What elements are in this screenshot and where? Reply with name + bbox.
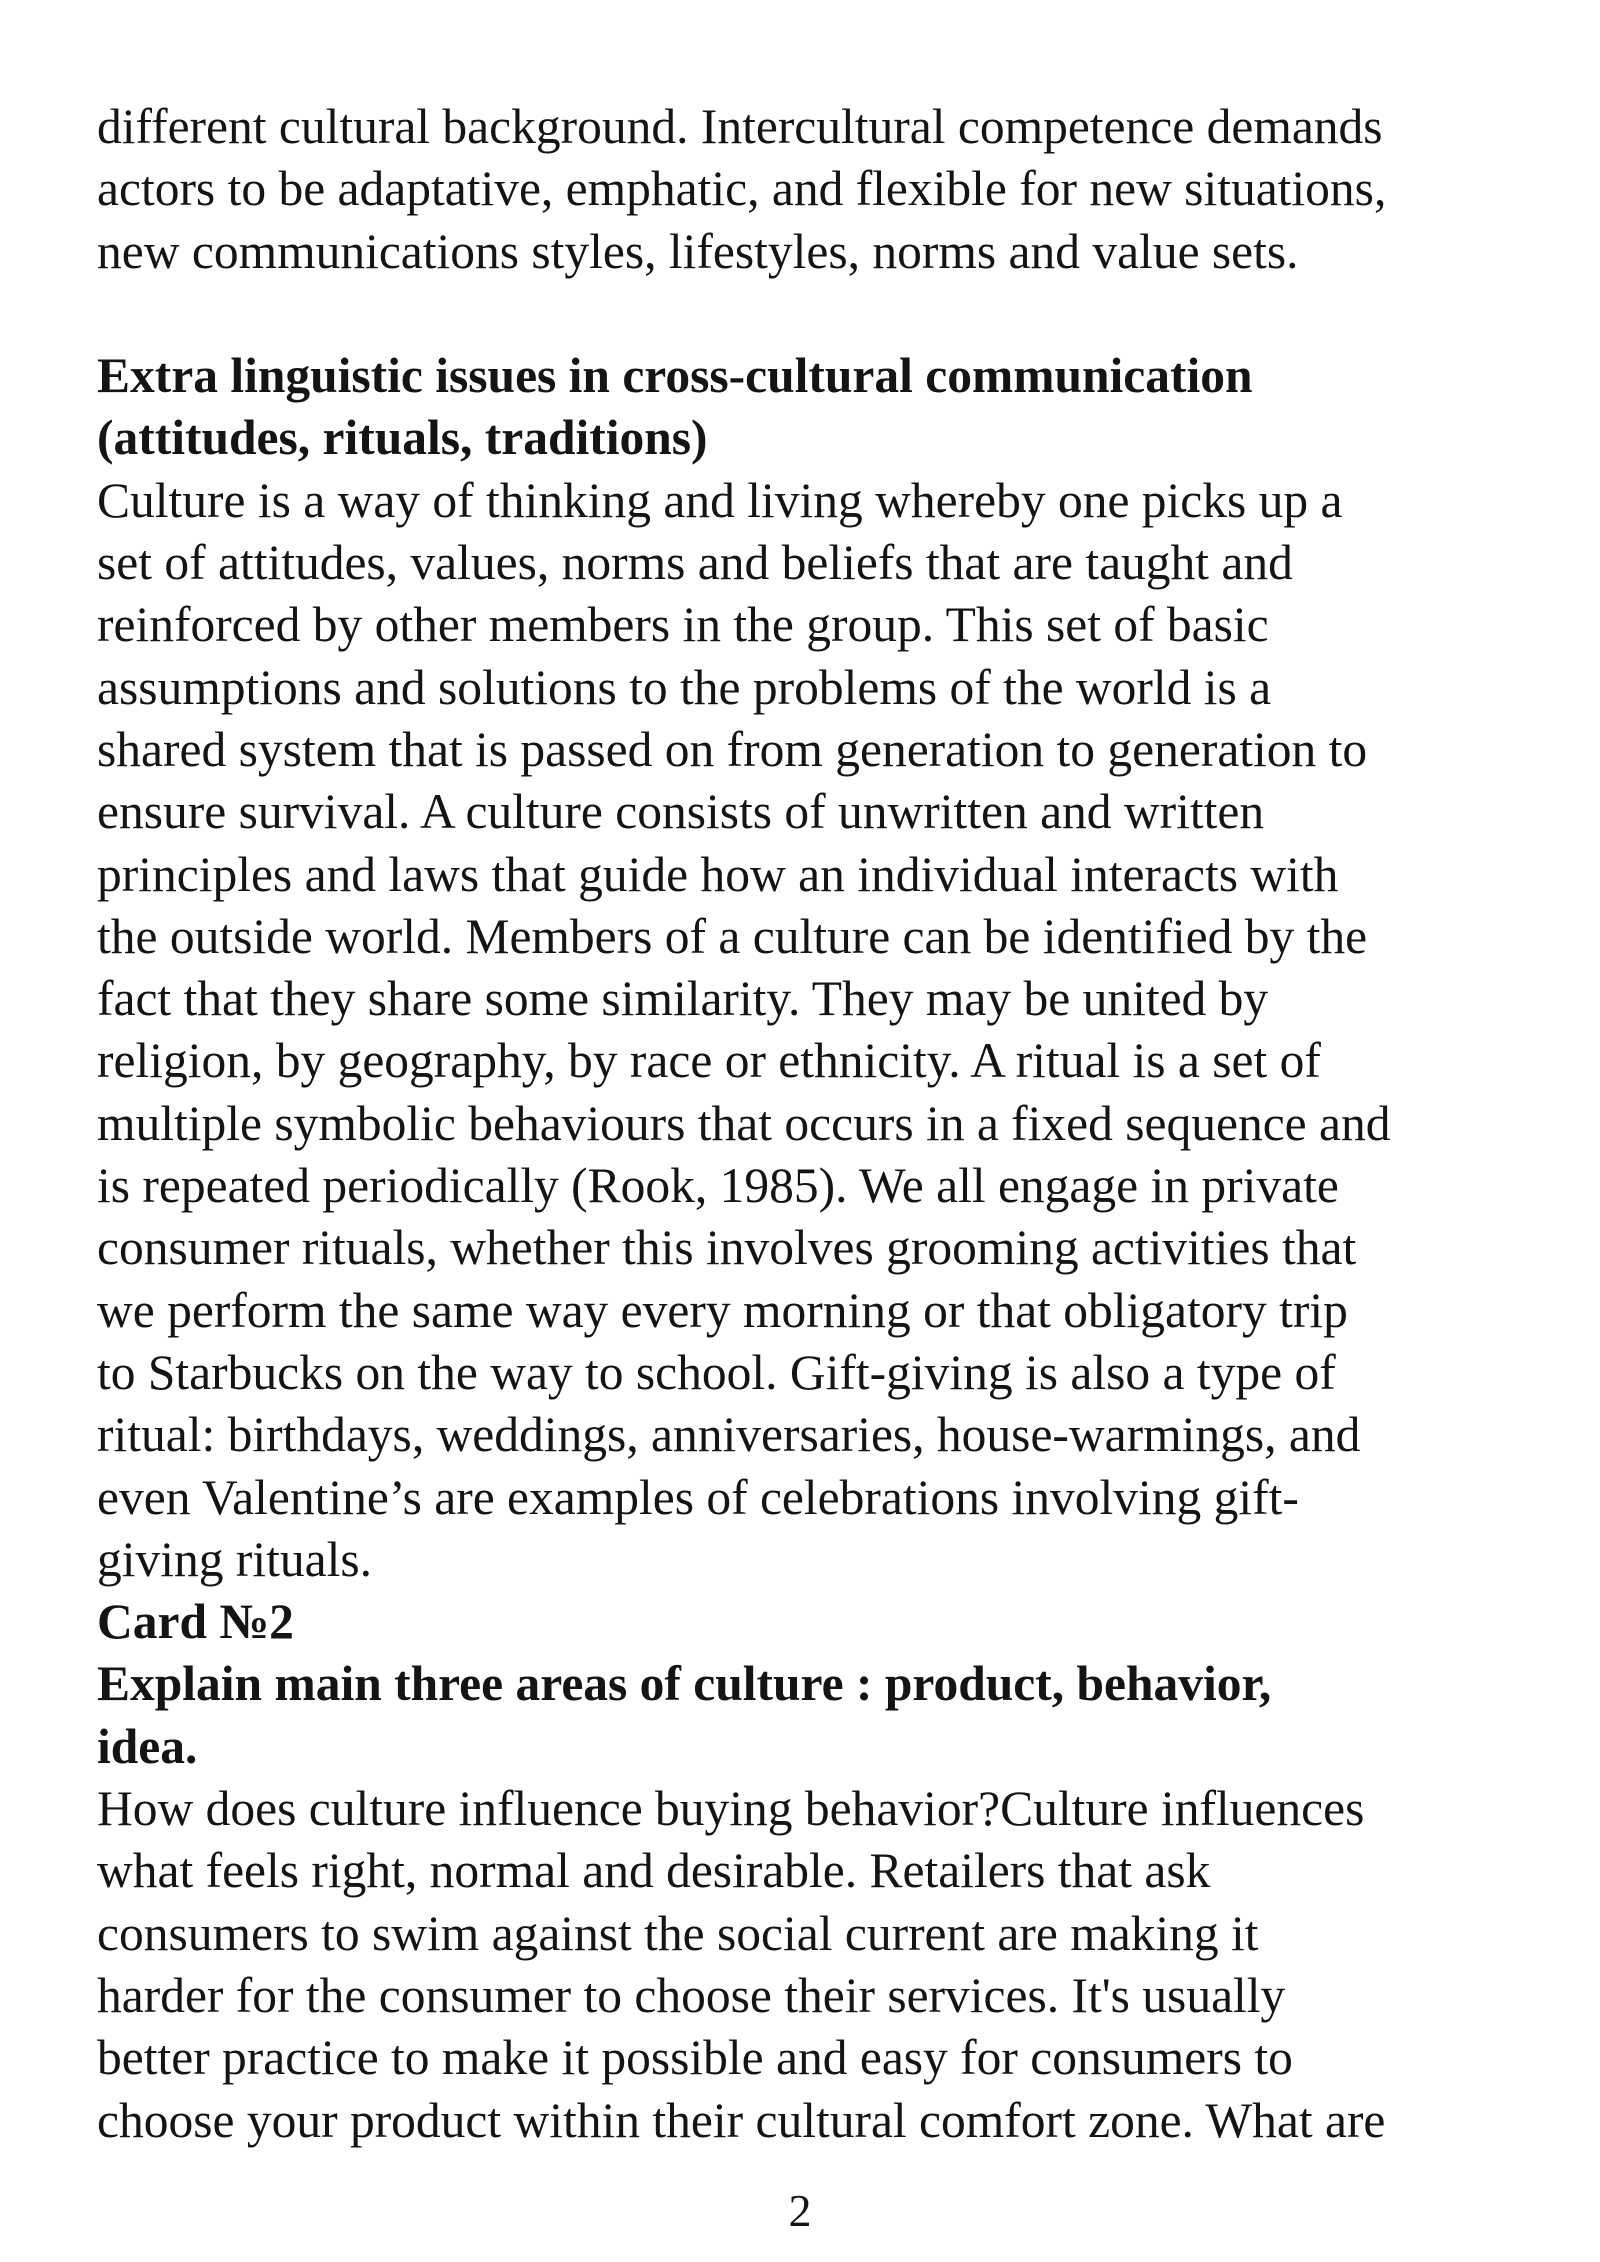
text-line: ritual: birthdays, weddings, anniversaries, house-warmings, and (97, 1407, 1361, 1463)
text-line: consumer rituals, whether this involves grooming activities that (97, 1220, 1357, 1276)
text-line: choose your product within their cultural comfort zone. What are (97, 2092, 1386, 2148)
text-line: shared system that is passed on from generation to generation to (97, 721, 1368, 777)
text-line: How does culture influence buying behavior?Culture influences (97, 1781, 1365, 1837)
text-line: reinforced by other members in the group. This set of basic (97, 597, 1269, 653)
card-label: Card №2 (97, 1594, 294, 1650)
text-column (97, 96, 1537, 2152)
answer-paragraph (97, 1778, 1537, 2152)
text-line: different cultural background. Intercultural competence demands (97, 99, 1383, 154)
text-line: even Valentine’s are examples of celebrations involving gift- (97, 1469, 1299, 1525)
text-line: actors to be adaptative, emphatic, and flexible for new situations, (97, 161, 1387, 217)
text-line: new communications styles, lifestyles, norms and value sets. (97, 223, 1299, 279)
card-question (97, 1653, 1537, 1778)
heading-line: Extra linguistic issues in cross-cultural communication (97, 348, 1253, 404)
text-line: giving rituals. (97, 1531, 372, 1587)
text-line: fact that they share some similarity. They may be united by (97, 971, 1269, 1027)
text-line: what feels right, normal and desirable. Retailers that ask (97, 1843, 1211, 1899)
text-line: multiple symbolic behaviours that occurs in a fixed sequence and (97, 1095, 1391, 1151)
text-line: is repeated periodically (Rook, 1985). We all engage in private (97, 1158, 1339, 1214)
text-line: we perform the same way every morning or that obligatory trip (97, 1282, 1348, 1338)
paragraph-spacer (97, 283, 1537, 345)
text-line: better practice to make it possible and easy for consumers to (97, 2030, 1293, 2086)
text-line: to Starbucks on the way to school. Gift-giving is also a type of (97, 1344, 1336, 1400)
text-line: principles and laws that guide how an individual interacts with (97, 846, 1339, 902)
intro-paragraph (97, 96, 1537, 283)
section-heading (97, 345, 1537, 470)
text-line: set of attitudes, values, norms and beliefs that are taught and (97, 535, 1293, 591)
text-line: the outside world. Members of a culture can be identified by the (97, 908, 1368, 964)
question-line: Explain main three areas of culture : product, behavior, (97, 1656, 1272, 1712)
text-line: harder for the consumer to choose their services. It's usually (97, 1967, 1286, 2023)
page-number: 2 (788, 2185, 812, 2236)
text-line: Culture is a way of thinking and living whereby one picks up a (97, 472, 1343, 528)
culture-paragraph (97, 470, 1537, 1591)
question-line: idea. (97, 1718, 198, 1774)
text-line: assumptions and solutions to the problems of the world is a (97, 659, 1272, 715)
text-line: consumers to swim against the social current are making it (97, 1905, 1259, 1961)
text-line: ensure survival. A culture consists of unwritten and written (97, 784, 1265, 840)
heading-line: (attitudes, rituals, traditions) (97, 410, 708, 466)
text-line: religion, by geography, by race or ethnicity. A ritual is a set of (97, 1033, 1321, 1089)
